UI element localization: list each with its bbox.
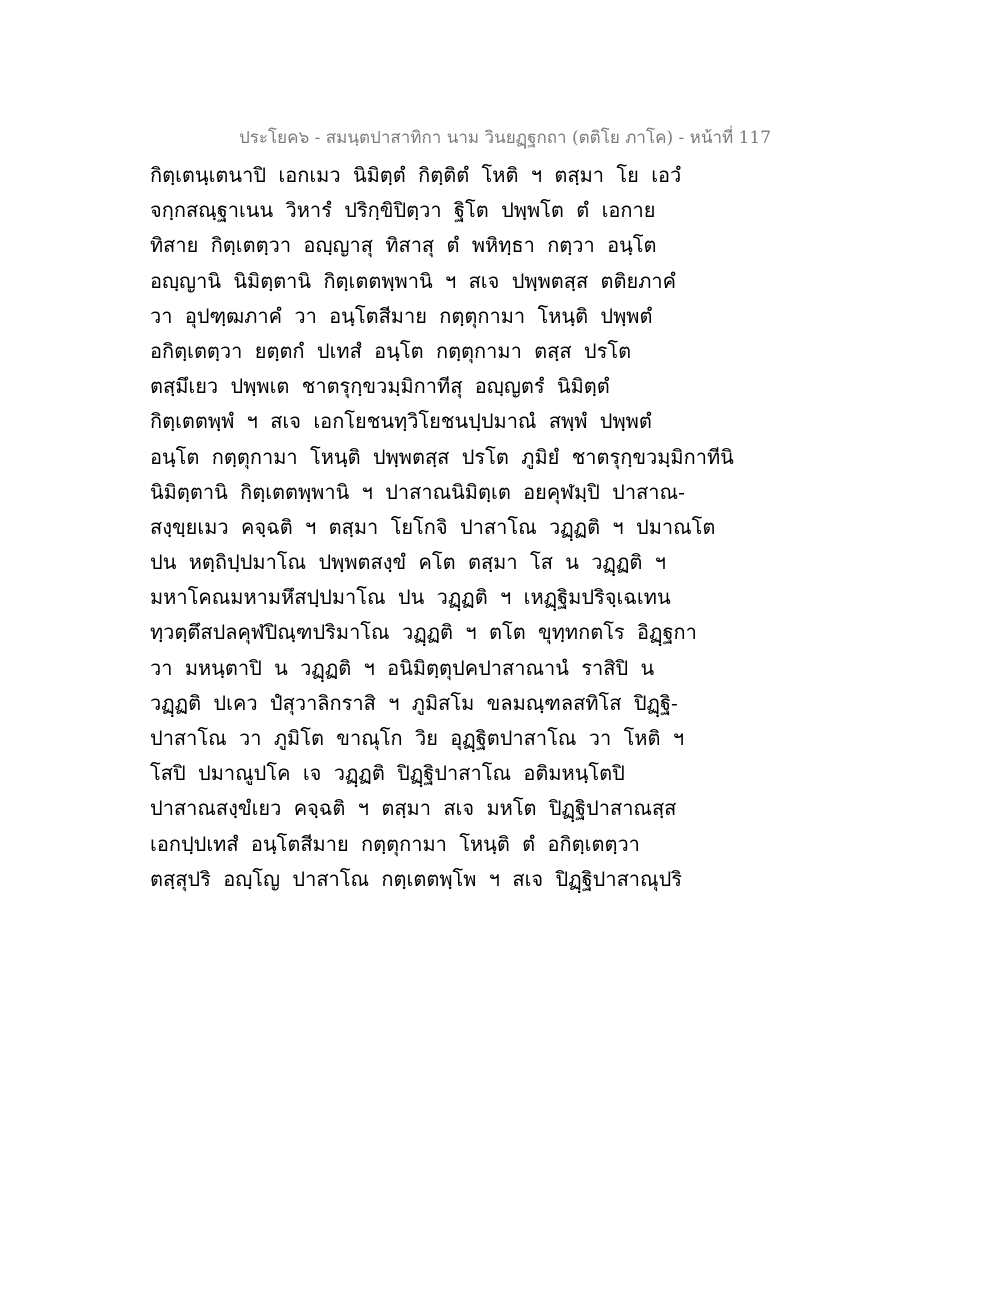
text-line: วา อุปฑฺฒภาคํ วา อนฺโตสีมาย กตฺตุกามา โหนฺติ ปพฺพตํ: [150, 303, 653, 328]
text-line: อกิตฺเตตฺวา ยตฺตกํ ปเทสํ อนฺโต กตฺตุกามา ตสฺส ปรโต: [150, 338, 632, 363]
body-text: [150, 158, 840, 897]
text-line: ปาสาณสงฺขํเยว คจฺฉติ ฯ ตสฺมา สเจ มหโต ปิฏฺฐิปาสาณสฺส: [150, 796, 677, 821]
text-line: โสปิ ปมาณูปโค เจ วฏฺฏติ ปิฏฺฐิปาสาโณ อติมหนฺโตปิ: [150, 761, 625, 786]
text-line: วา มหนฺตาปิ น วฏฺฏติ ฯ อนิมิตฺตุปคปาสาณานํ ราสิปิ น: [150, 655, 655, 680]
text-line: ปาสาโณ วา ภูมิโต ขาณุโก วิย อุฏฺฐิตปาสาโณ วา โหติ ฯ: [150, 726, 685, 750]
text-line: นิมิตฺตานิ กิตฺเตตพฺพานิ ฯ ปาสาณนิมิตฺเต อยคุฬมฺปิ ปาสาณ-: [150, 479, 685, 504]
text-line: จกฺกสณฺฐาเนน วิหารํ ปริกฺขิปิตฺวา ฐิโต ปพฺพโต ตํ เอกาย: [150, 198, 656, 223]
text-line: ตสฺมึเยว ปพฺพเต ชาตรุกฺขวมฺมิกาทีสุ อญฺญตรํ นิมิตฺตํ: [150, 374, 610, 399]
text-line: กิตฺเตนฺเตนาปิ เอกเมว นิมิตฺตํ กิตฺติตํ โหติ ฯ ตสฺมา โย เอวํ: [150, 163, 682, 187]
text-line: ตสฺสุปริ อญฺโญ ปาสาโณ กตฺเตตพฺโพ ฯ สเจ ปิฏฺฐิปาสาณุปริ: [150, 866, 683, 891]
text-line: มหาโคณมหามหึสปฺปมาโณ ปน วฏฺฏติ ฯ เหฏฺฐิมปริจฺเฉเทน: [150, 585, 671, 610]
running-header: ประโยค๖ - สมนฺตปาสาทิกา นาม วินยฏฺฐกถา (ตติโย ภาโค) - หน้าที่ 117: [238, 128, 772, 148]
text-line: อนฺโต กตฺตุกามา โหนฺติ ปพฺพตสฺส ปรโต ภูมิยํ ชาตรุกฺขวมฺมิกาทีนิ: [150, 444, 734, 469]
text-line: ทิสาย กิตฺเตตฺวา อญฺญาสุ ทิสาสุ ตํ พหิทฺธา กตฺวา อนฺโต: [150, 233, 657, 258]
text-line: วฏฺฏติ ปเคว ปํสุวาลิกราสิ ฯ ภูมิสโม ขลมณฺฑลสทิโส ปิฏฺฐิ-: [150, 690, 678, 715]
text-line: อญฺญานิ นิมิตฺตานิ กิตฺเตตพฺพานิ ฯ สเจ ปพฺพตสฺส ตติยภาคํ: [150, 268, 676, 293]
text-line: สงฺขฺยเมว คจฺฉติ ฯ ตสฺมา โยโกจิ ปาสาโณ วฏฺฏติ ฯ ปมาณโต: [150, 514, 716, 539]
text-line: กิตฺเตตพฺพํ ฯ สเจ เอกโยชนทฺวิโยชนปฺปมาณํ สพฺพํ ปพฺพตํ: [150, 409, 652, 434]
text-line: ปน หตฺถิปฺปมาโณ ปพฺพตสงฺขํ คโต ตสฺมา โส น วฏฺฏติ ฯ: [150, 550, 666, 575]
text-line: เอกปฺปเทสํ อนฺโตสีมาย กตฺตุกามา โหนฺติ ตํ อกิตฺเตตฺวา: [150, 831, 640, 856]
text-line: ทฺวตฺตึสปลคุฬปิณฺฑปริมาโณ วฏฺฏติ ฯ ตโต ขุทฺทกตโร อิฏฺฐกา: [150, 620, 697, 645]
